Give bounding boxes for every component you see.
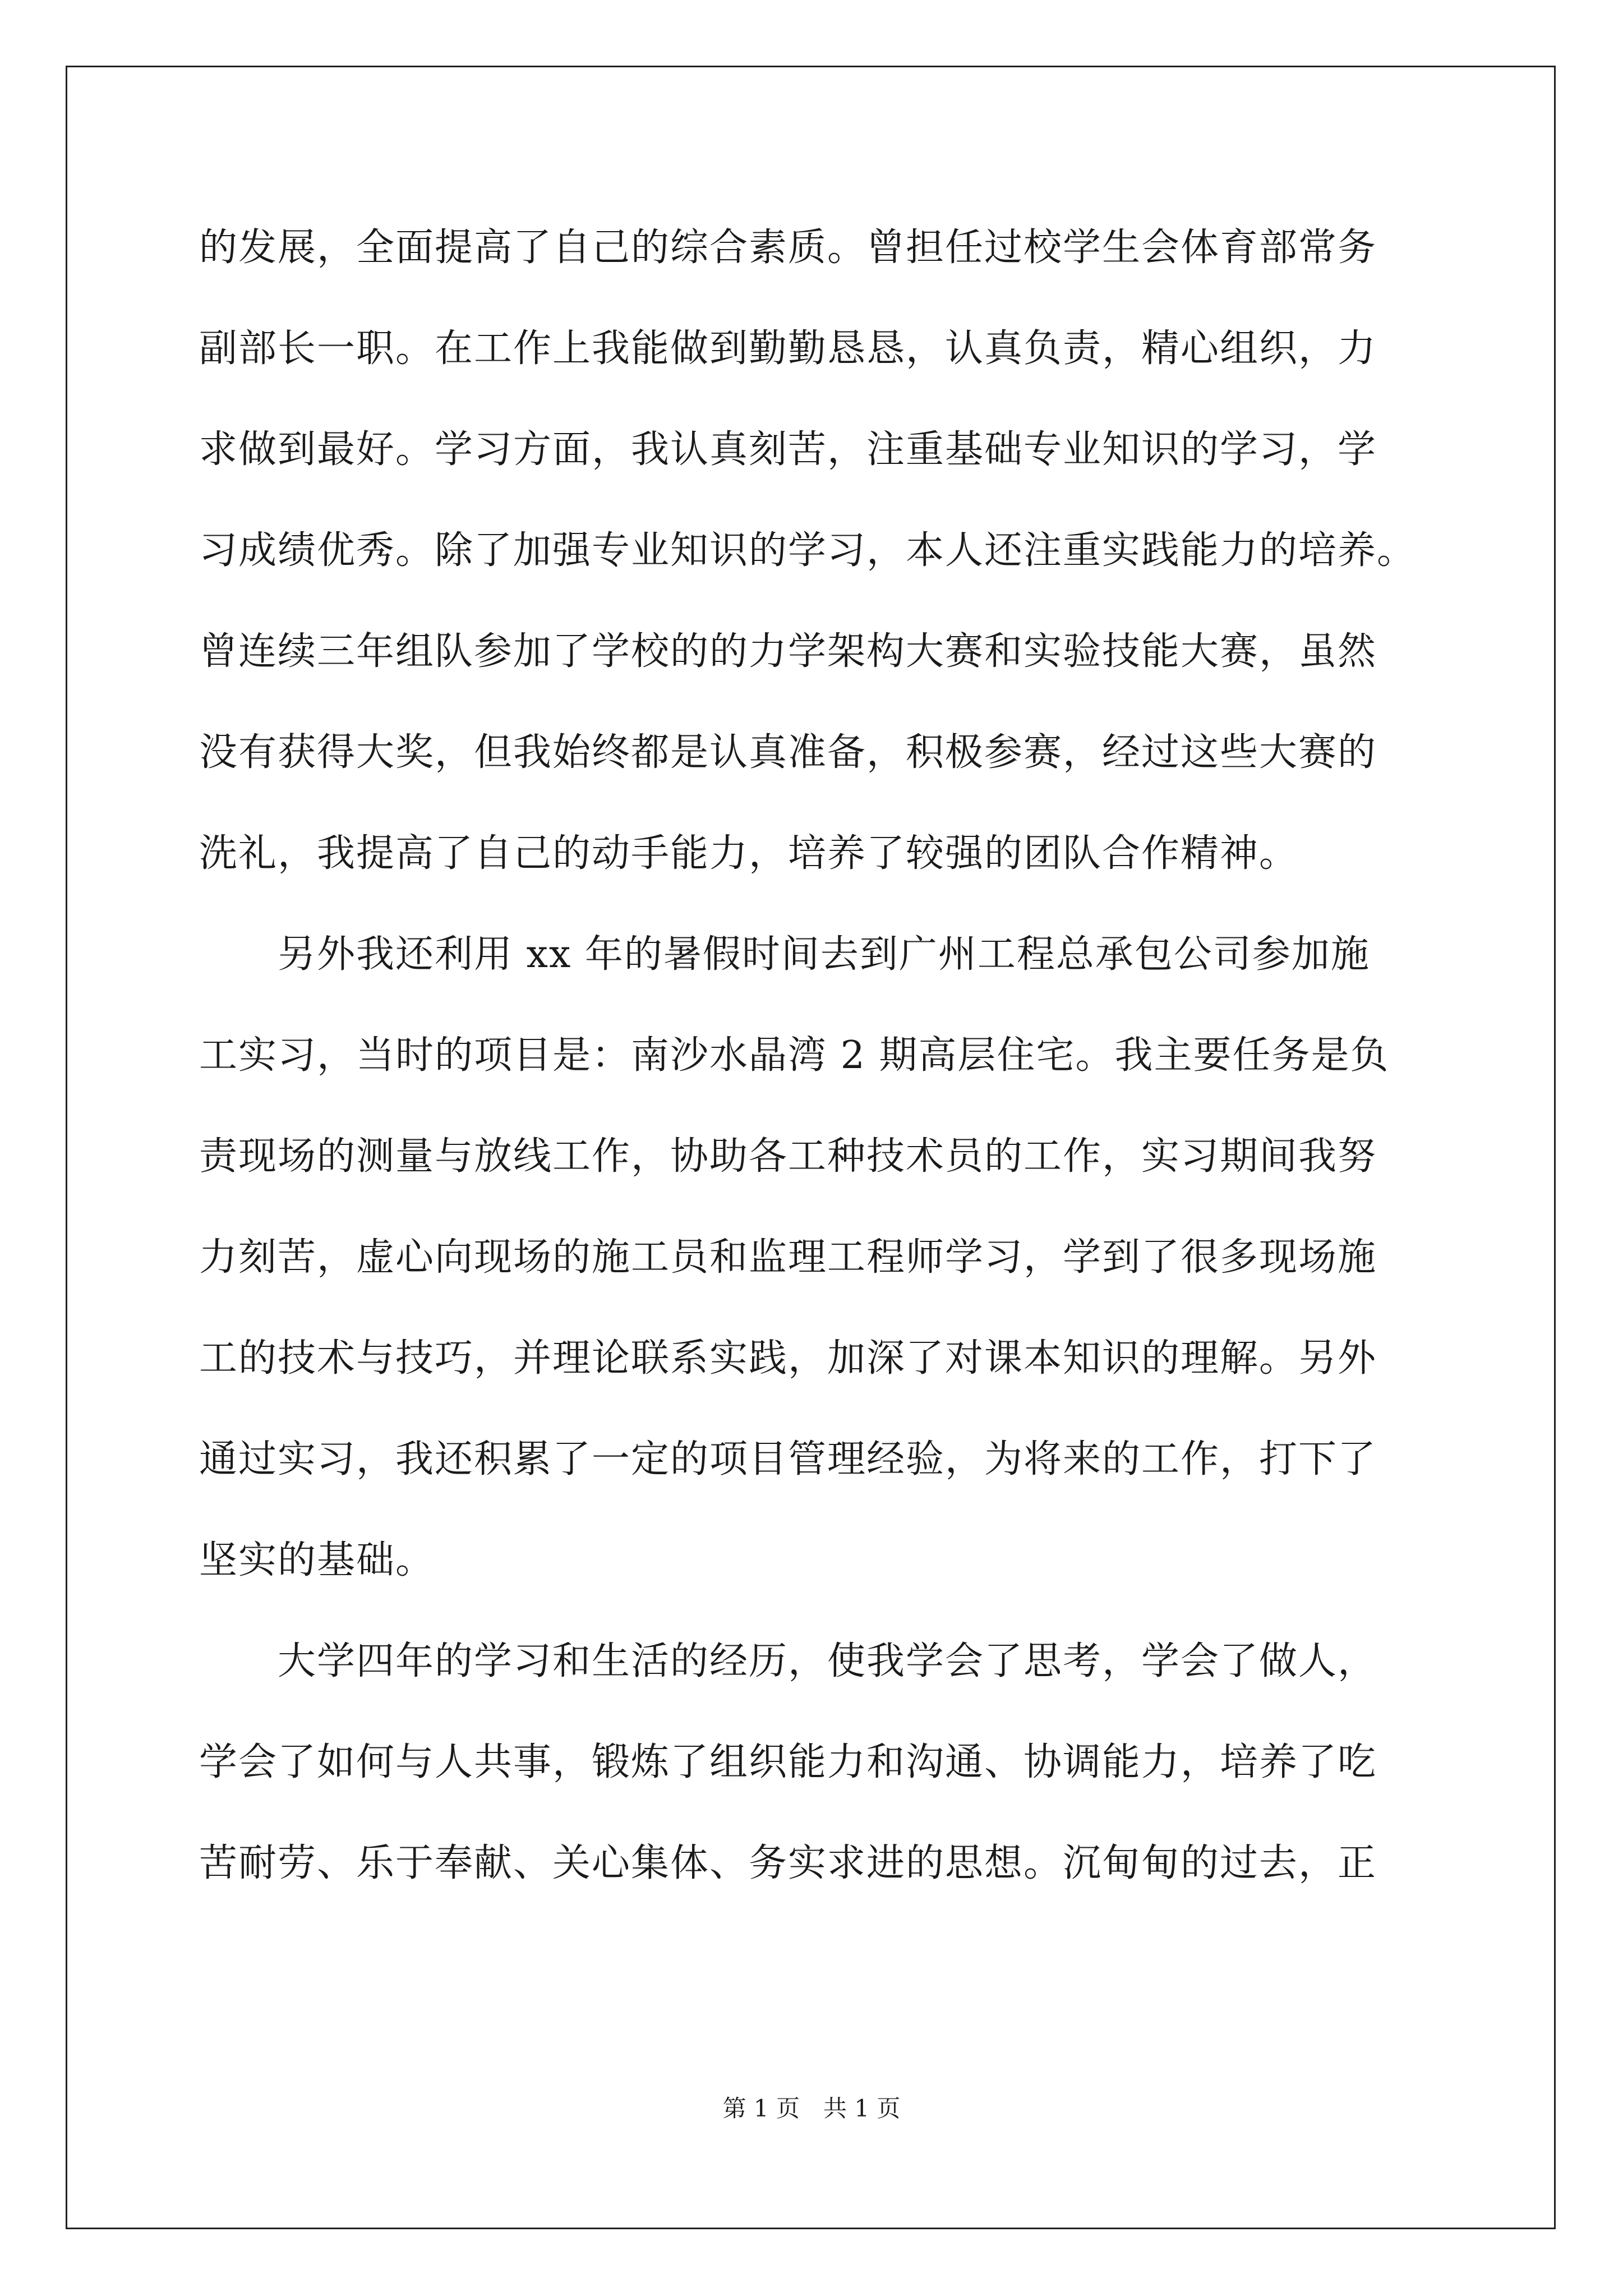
text-line: 没有获得大奖，但我始终都是认真准备，积极参赛，经过这些大赛的 xyxy=(199,730,1377,775)
text-line: 的发展，全面提高了自己的综合素质。曾担任过校学生会体育部常务 xyxy=(199,226,1377,270)
text-line: 求做到最好。学习方面，我认真刻苦，注重基础专业知识的学习，学 xyxy=(199,427,1377,472)
text-line: 责现场的测量与放线工作，协助各工种技术员的工作，实习期间我努 xyxy=(199,1134,1377,1179)
text-line: 通过实习，我还积累了一定的项目管理经验，为将来的工作，打下了 xyxy=(199,1437,1377,1481)
text-line: 副部长一职。在工作上我能做到勤勤恳恳，认真负责，精心组织，力 xyxy=(199,326,1377,371)
text-line: 大学四年的学习和生活的经历，使我学会了思考，学会了做人， xyxy=(199,1639,1377,1683)
text-line: 力刻苦，虚心向现场的施工员和监理工程师学习，学到了很多现场施 xyxy=(199,1235,1377,1280)
text-line: 曾连续三年组队参加了学校的的力学架构大赛和实验技能大赛，虽然 xyxy=(199,629,1377,674)
text-line: 坚实的基础。 xyxy=(199,1538,435,1582)
text-line: 工的技术与技巧，并理论联系实践，加深了对课本知识的理解。另外 xyxy=(199,1336,1377,1381)
document-body xyxy=(199,214,1455,1931)
text-line: 工实习，当时的项目是：南沙水晶湾 2 期高层住宅。我主要任务是负 xyxy=(199,1033,1390,1078)
text-line: 洗礼，我提高了自己的动手能力，培养了较强的团队合作精神。 xyxy=(199,831,1299,876)
text-line: 苦耐劳、乐于奉献、关心集体、务实求进的思想。沉甸甸的过去，正 xyxy=(199,1841,1377,1885)
text-line: 另外我还利用 xx 年的暑假时间去到广州工程总承包公司参加施 xyxy=(199,932,1370,977)
text-line: 学会了如何与人共事，锻炼了组织能力和沟通、协调能力，培养了吃 xyxy=(199,1740,1377,1784)
page-footer: 第 1 页 共 1 页 xyxy=(722,2095,901,2122)
text-line: 习成绩优秀。除了加强专业知识的学习，本人还注重实践能力的培养。 xyxy=(199,528,1417,573)
